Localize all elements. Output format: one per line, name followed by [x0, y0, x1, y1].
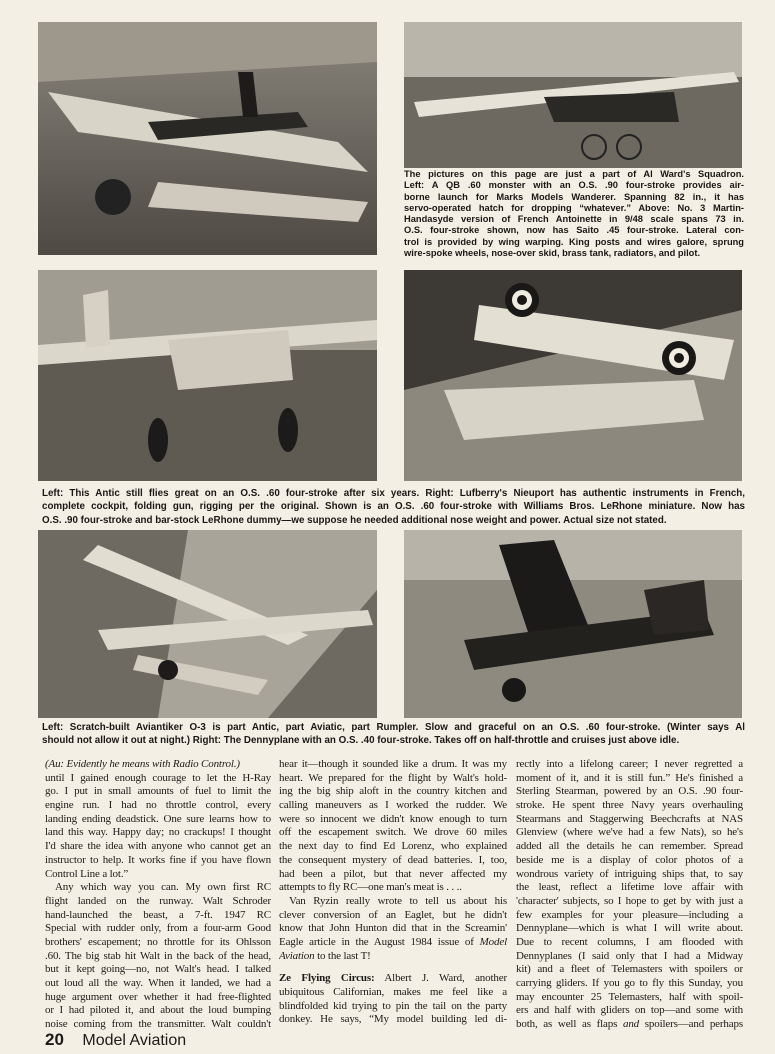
body-text-line	[45, 785, 271, 799]
text-run: rectly into a lifelong career; I never regretted a	[516, 758, 743, 770]
body-text-line	[516, 1004, 743, 1018]
text-run: engine run. I had no throttle control, every	[45, 799, 271, 812]
body-text-line	[279, 785, 507, 799]
photo-caption-squadron	[404, 169, 744, 259]
body-text-line	[45, 909, 271, 923]
biplane-photo-icon	[404, 530, 742, 718]
paragraph-gap	[279, 963, 507, 972]
text-run: Glenview (where we've had a few Nats), so he's	[516, 826, 743, 839]
caption-line: complete cockpit, folding gun, rigging per the original. Shown is an O.S. .60 four-stroke with Williams Bros. LeRhone miniature. Now has	[42, 501, 745, 513]
text-run: calling maneuvers as I worked the rudder. We	[279, 799, 507, 812]
body-text-line	[279, 909, 507, 923]
text-run: Stearmans and Staggerwing Beechcrafts at NAS	[516, 812, 743, 825]
text-run: Sterling Stearman, powered by an O.S. .90 four-	[516, 785, 743, 798]
body-column-3	[516, 758, 743, 1032]
caption-line: trol is provided by wing warping. King posts and wires galore, sprung	[404, 236, 744, 247]
page-footer	[45, 1030, 186, 1050]
monoplane-photo-icon	[404, 22, 742, 168]
text-run: know that John Hunton did that in the Screamin'	[279, 922, 507, 935]
text-run: Control Line a lot.”	[45, 867, 129, 880]
text-run: until I gained enough courage to let the H-Ray	[45, 771, 271, 784]
caption-line: Left: Scratch-built Aviantiker O-3 is part Antic, part Aviatic, part Rumpler. Slow and graceful on an O.S. .60 four-stroke. (Winter says Al	[42, 722, 745, 733]
emphasis-text: Aviation	[279, 949, 315, 962]
body-text-line	[279, 1013, 507, 1027]
photo-lufberry-nieuport	[404, 270, 742, 481]
body-text-line	[45, 991, 271, 1005]
text-run: were so innocent we didn't know enough to turn	[279, 812, 507, 825]
body-text-line	[279, 826, 507, 840]
page-number: 20	[45, 1030, 64, 1049]
caption-line: Left: A QB .60 monster with an O.S. .90 four-stroke provides air-	[404, 180, 744, 191]
body-text-line	[279, 854, 507, 868]
text-run: landing ending deadstick. One sure learns how to	[45, 812, 271, 825]
body-text-line	[45, 950, 271, 964]
text-run: or I had piloted it, and about the loud bumping	[45, 1004, 271, 1017]
body-text-line	[516, 895, 743, 909]
text-run: kit) and a fleet of Telemasters with spoilers or	[516, 963, 743, 976]
body-text-line	[279, 799, 507, 813]
body-text-line	[516, 826, 743, 840]
text-run: out loud all the way. When it landed, we had a	[45, 977, 271, 989]
biplane-photo-icon	[404, 270, 742, 481]
biplane-photo-icon	[38, 22, 377, 255]
body-text-line	[45, 840, 271, 854]
text-run: stroke. He spent three Navy years overhauling	[516, 799, 743, 812]
body-text-line	[516, 977, 743, 991]
text-run: both, as well as flaps	[516, 1018, 623, 1031]
body-text-line	[45, 799, 271, 813]
body-text-line	[516, 922, 743, 936]
text-run: added all the details he can remember. Spread	[516, 840, 743, 853]
text-run: the least, reflect a lifetime love affair with	[516, 881, 743, 894]
section-heading: Ze Flying Circus:	[279, 972, 375, 985]
body-text-line	[45, 826, 271, 840]
emphasis-text: (Au: Evidently he means with Radio Control.)	[45, 758, 240, 770]
body-text-line	[516, 1018, 743, 1032]
text-run: carrying gliders. If you go to fly this Sunday, you	[516, 977, 743, 989]
text-run: off the escapement switch. We drove 60 miles	[279, 826, 507, 839]
emphasis-text: and	[622, 1018, 640, 1031]
text-run: spoilers—and perhaps	[639, 1018, 743, 1031]
body-text-line	[279, 1000, 507, 1014]
emphasis-text: Model	[479, 935, 507, 948]
caption-line: borne launch for Marks Models Wanderer. Spanning 82 in., it has	[404, 191, 744, 202]
text-run: 'character' subjects, so I hope to get by with just a	[516, 894, 743, 907]
body-column-1	[45, 758, 271, 1032]
photo-aviantiker-o3	[38, 530, 377, 718]
text-run: I'd share the idea with anyone who cannot get an	[45, 840, 271, 853]
text-run: the next day to find Ed Lorenz, who explained	[279, 840, 507, 853]
text-run: ers and half with gliders on top—and some with	[516, 1004, 743, 1017]
body-text-line	[516, 950, 743, 964]
body-text-line	[516, 772, 743, 786]
text-run: Dennyplanes (I said only that I had a Midway	[516, 949, 743, 962]
text-run: blindfolded kid trying to pin the tail on the party	[279, 999, 507, 1012]
body-text-line	[516, 799, 743, 813]
text-run: may encounter 25 Telemasters, half with spoil-	[516, 990, 743, 1003]
body-text-line	[516, 909, 743, 923]
text-run: go. I put in small amounts of fuel to limit the	[45, 785, 271, 798]
text-run: instructor to help. It works fine if you have flown	[45, 853, 271, 866]
text-run: flight landed on the runway. Walt Schroder	[45, 894, 271, 907]
body-text-line	[45, 813, 271, 827]
text-run: brothers' escapement; no throttle for its Ohlsson	[45, 935, 271, 948]
photo-qb60-wanderer-launch	[38, 22, 377, 255]
text-run: ing the big ship aloft in the country kitchen and	[279, 785, 507, 798]
text-run: Dennyplane—which is what I will write about.	[516, 922, 743, 935]
photo-dennyplane	[404, 530, 742, 718]
text-run: land this way. Happy day; no crackups! I thought	[45, 826, 271, 839]
body-text-line	[45, 772, 271, 786]
photo-caption-aviantiker-dennyplane	[42, 721, 745, 748]
body-text-line	[279, 950, 507, 964]
text-run: beside me is a display of color photos of a	[516, 853, 743, 866]
body-text-line	[279, 881, 507, 895]
biplane-photo-icon	[38, 530, 377, 718]
text-run: huge argument over whether it had free-flighted	[45, 990, 271, 1003]
body-text-line	[45, 758, 271, 772]
body-text-line	[516, 813, 743, 827]
text-run: .60. The big stab hit Walt in the back of the head,	[45, 949, 271, 962]
body-text-line	[279, 758, 507, 772]
body-text-line	[45, 1004, 271, 1018]
photo-martin-handasyde-antoinette	[404, 22, 742, 168]
monoplane-photo-icon	[38, 270, 377, 481]
text-run: had been a pilot, but that never affected my	[279, 867, 507, 880]
photo-antic	[38, 270, 377, 481]
body-text-line	[516, 758, 743, 772]
text-run: few examples for your pleasure—including a	[516, 908, 743, 921]
caption-line: Left: This Antic still flies great on an O.S. .60 four-stroke after six years. Right: Lufberry's Nieuport has authentic instruments in French,	[42, 488, 745, 499]
body-text-line	[279, 986, 507, 1000]
body-text-line	[279, 772, 507, 786]
body-text-line	[279, 868, 507, 882]
text-run: Special with rudder only, from a four-arm Good	[45, 922, 271, 935]
text-run: hand-launched the beast, a 7-ft. 1947 RC	[45, 908, 271, 921]
text-run: moment of it, and it is still fun.” He's finished a	[516, 771, 743, 784]
text-run: clever conversion of an Eaglet, but he didn't	[279, 908, 507, 921]
caption-line: O.S. .90 four-stroke and bar-stock LeRhone dummy—we suppose he needed additional nose weight and power. Actual size not stated.	[42, 514, 667, 526]
text-run: Albert J. Ward, another	[374, 972, 507, 985]
body-text-line	[516, 854, 743, 868]
body-text-line	[45, 922, 271, 936]
magazine-title: Model Aviation	[82, 1032, 187, 1049]
caption-line: servo-operated hatch for dropping “whatever.” Above: No. 3 Martin-	[404, 202, 744, 213]
body-text-line	[45, 854, 271, 868]
caption-line: Handasyde version of French Antoinette in 9/48 scale spans 73 in.	[404, 214, 744, 225]
text-run: Due to recent columns, I am flooded with	[516, 935, 743, 948]
text-run: to the last T!	[314, 949, 371, 962]
body-text-line	[45, 936, 271, 950]
photo-caption-antic-nieuport	[42, 487, 745, 527]
body-text-line	[45, 868, 271, 882]
body-text-line	[279, 936, 507, 950]
text-run: hear it—though it sounded like a drum. It was my	[279, 758, 507, 770]
text-run: noise coming from the transmitter. Walt couldn't	[45, 1018, 271, 1031]
body-text-line	[279, 972, 507, 986]
text-run: donkey. He says, “My model building led di-	[279, 1013, 507, 1026]
body-text-line	[279, 813, 507, 827]
caption-line: should not allow it out at night.) Right: The Dennyplane with an O.S. .40 four-stroke. Takes off on half-throttle and cruises just above idle.	[42, 735, 680, 747]
body-text-line	[45, 881, 271, 895]
body-text-line	[279, 922, 507, 936]
body-text-line	[279, 840, 507, 854]
body-column-2	[279, 758, 507, 1027]
text-run: the consequent mystery of dead batteries. I, too,	[279, 853, 507, 866]
caption-line: O.S. four-stroke shown, now has Saito .45 four-stroke. Lateral con-	[404, 225, 744, 236]
body-text-line	[516, 936, 743, 950]
body-text-line	[279, 895, 507, 909]
body-text-line	[45, 963, 271, 977]
text-run: heart. We prepared for the flight by Walt's hold-	[279, 771, 507, 784]
body-text-line	[45, 977, 271, 991]
body-text-line	[516, 868, 743, 882]
caption-line: The pictures on this page are just a part of Al Ward's Squadron.	[404, 169, 744, 179]
text-run: Any which way you can. My own first RC	[55, 881, 271, 894]
text-run: attempts to fly RC—one man's meat is . . ..	[279, 881, 462, 894]
text-run: ubiquitous Californian, makes me feel like a	[279, 986, 507, 998]
body-text-line	[516, 963, 743, 977]
text-run: wondrous variety of intriguing ships that, to say	[516, 867, 743, 880]
body-text-line	[516, 840, 743, 854]
body-text-line	[45, 895, 271, 909]
body-text-line	[516, 881, 743, 895]
body-text-line	[516, 785, 743, 799]
caption-line: wire-spoke wheels, nose-over skid, brass tank, radiators, and pilot.	[404, 248, 701, 259]
text-run: Van Ryzin really wrote to tell us about his	[289, 894, 507, 907]
text-run: Eagle article in the August 1984 issue of	[279, 935, 480, 948]
body-text-line	[516, 991, 743, 1005]
text-run: but it kept going—no, not Walt's head. I talked	[45, 963, 271, 976]
